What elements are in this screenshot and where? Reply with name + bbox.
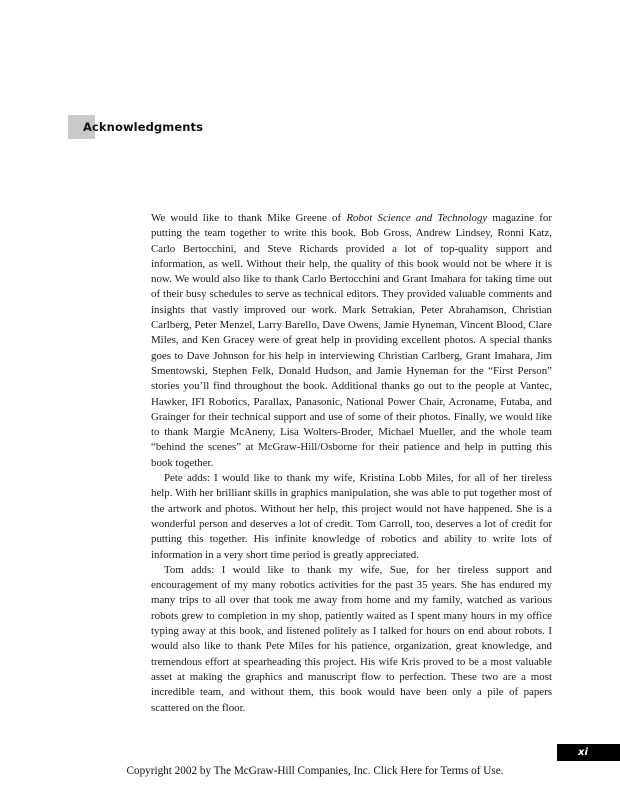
p1-text-end: magazine for putting the team together to write this book. Bob Gross, Andrew Lindsey, Ronni Katz, Carlo Bertocchini, and Steve Richards provided a lot of top-quality support and information, as well. Without their help, the quality of this book would not be where it is now. We would also like to thank Carlo Bertocchini and Grant Imahara for taking time out of their busy schedules to serve as technical editors. They provided valuable comments and insights that vastly improved our work. Mark Setrakian, Peter Abrahamson, Christian Carlberg, Peter Menzel, Larry Barello, Dave Owens, Jamie Hyneman, Vincent Blood, Clare Miles, and Ken Gracey were of great help in providing excellent photos. A special thanks goes to Dave Johnson for his help in interviewing Christian Carlberg, Grant Imahara, Jim Smentowski, Stephen Felk, Donald Hudson, and Jamie Hyneman for the “First Person” stories you’ll find throughout the book. Additional thanks go out to the people at Vantec, Hawker, IFI Robotics, Parallax, Panasonic, National Power Chair, Acroname, Futaba, and Grainger for their technical support and use of some of their photos. Finally, we would like to thank Margie McAneny, Lisa Wolters-Broder, Michael Mueller, and the whole team “behind the scenes” at McGraw-Hill/Osborne for their patience and help in putting this book together. <box>151 212 552 469</box>
paragraph-3: Tom adds: I would like to thank my wife, Sue, for her tireless support and encouragement of my many robotics activities for the past 35 years. She has endured my many trips to all over that took me away from home and my family, watched as various robots grew to completion in my shop, patiently waited as I spent many hours in my office typing away at this book, and listened politely as I talked for hours on end about robots. I would also like to thank Pete Miles for his patience, organization, great knowledge, and tremendous effort at spearheading this project. His wife Kris proved to be a most valuable asset at making the graphics and manuscript flow to perfection. These two are a most incredible team, and without them, this book would have been only a pile of papers scattered on the floor. <box>151 563 552 714</box>
copyright-text: Copyright 2002 by The McGraw-Hill Companies, Inc. <box>126 765 374 777</box>
paragraph-1 <box>151 211 552 471</box>
terms-text: for Terms of Use. <box>422 765 504 777</box>
acknowledgments-body <box>151 211 552 716</box>
terms-link[interactable]: Click Here <box>373 765 423 777</box>
paragraph-2: Pete adds: I would like to thank my wife, Kristina Lobb Miles, for all of her tireless help. With her brilliant skills in graphics manipulation, she was able to put together most of the artwork and photos. Without her help, this project would not have happened. She is a wonderful person and deserves a lot of credit. Tom Carroll, too, deserves a lot of credit for putting this together. His infinite knowledge of robotics and ability to write lots of information in a very short time period is greatly appreciated. <box>151 472 552 561</box>
page-number: xi <box>578 747 588 758</box>
page-title: Acknowledgments <box>83 120 204 134</box>
magazine-title: Robot Science and Technology <box>346 212 488 224</box>
copyright-footer <box>0 765 620 777</box>
p1-text-start: We would like to thank Mike Greene of <box>151 212 347 224</box>
